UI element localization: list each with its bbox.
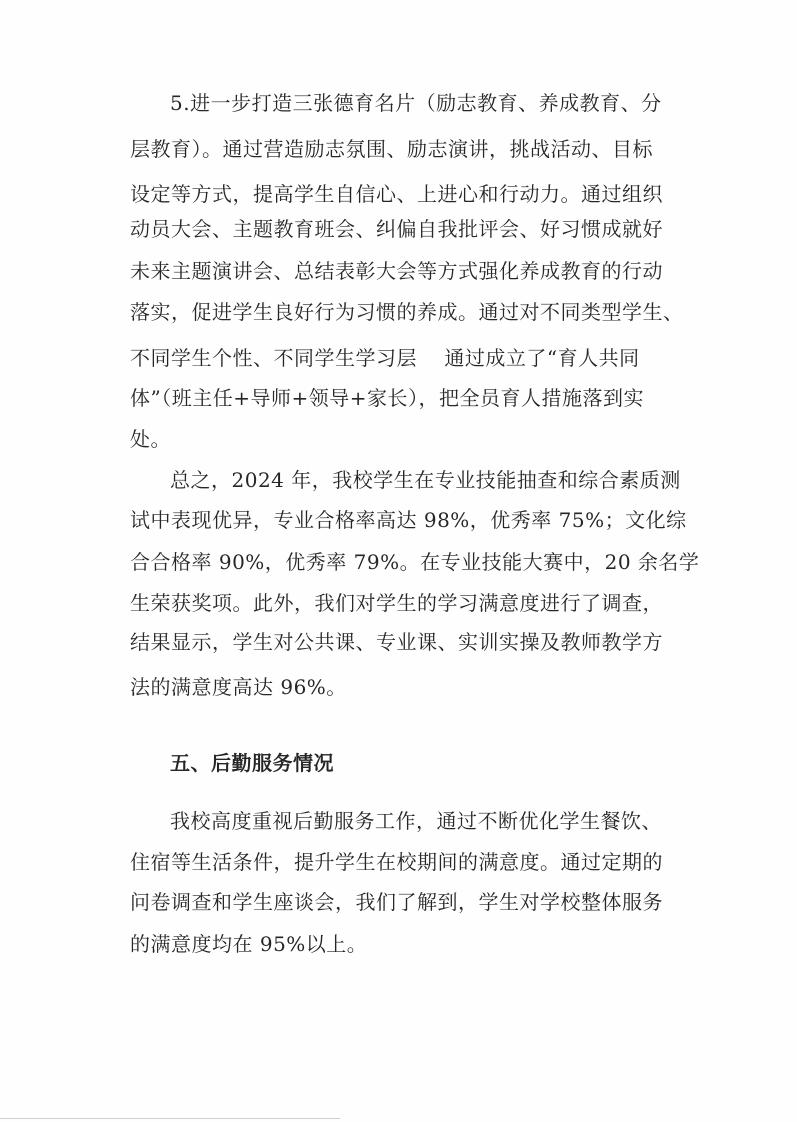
paragraph-line: 体”（班主任+导师+领导+家长），把全员育人措施落到实	[130, 386, 644, 410]
paragraph-line: 问卷调查和学生座谈会，我们了解到，学生对学校整体服务	[130, 890, 663, 914]
paragraph-line: 法的满意度高达 96%。	[130, 675, 347, 699]
scan-edge-line	[0, 1118, 340, 1119]
paragraph-line: 动员大会、主题教育班会、纠偏自我批评会、好习惯成就好	[130, 217, 663, 241]
paragraph-line: 不同学生个性、不同学生学习层 通过成立了“育人共同	[130, 346, 640, 370]
paragraph-line: 处。	[130, 427, 171, 451]
section-heading: 五、后勤服务情况	[170, 751, 334, 775]
paragraph-line: 的满意度均在 95%以上。	[130, 932, 368, 956]
paragraph-line: 结果显示，学生对公共课、专业课、实训实操及教师教学方	[130, 630, 663, 654]
paragraph-line: 生荣获奖项。此外，我们对学生的学习满意度进行了调查，	[130, 591, 663, 615]
paragraph-line: 合合格率 90%，优秀率 79%。在专业技能大赛中，20 余名学	[130, 550, 700, 574]
paragraph-line: 5.进一步打造三张德育名片（励志教育、养成教育、分	[170, 91, 662, 115]
paragraph-line: 我校高度重视后勤服务工作，通过不断优化学生餐饮、	[170, 809, 662, 833]
paragraph-line: 层教育）。通过营造励志氛围、励志演讲，挑战活动、目标	[130, 137, 653, 161]
paragraph-line: 设定等方式，提高学生自信心、上进心和行动力。通过组织	[130, 182, 663, 206]
paragraph-line: 落实，促进学生良好行为习惯的养成。通过对不同类型学生、	[130, 300, 684, 324]
paragraph-line: 未来主题演讲会、总结表彰大会等方式强化养成教育的行动	[130, 259, 663, 283]
paragraph-line: 总之，2024 年，我校学生在专业技能抽查和综合素质测	[170, 468, 681, 492]
paragraph-line: 住宿等生活条件，提升学生在校期间的满意度。通过定期的	[130, 850, 663, 874]
paragraph-line: 试中表现优异，专业合格率高达 98%，优秀率 75%；文化综	[130, 508, 687, 532]
